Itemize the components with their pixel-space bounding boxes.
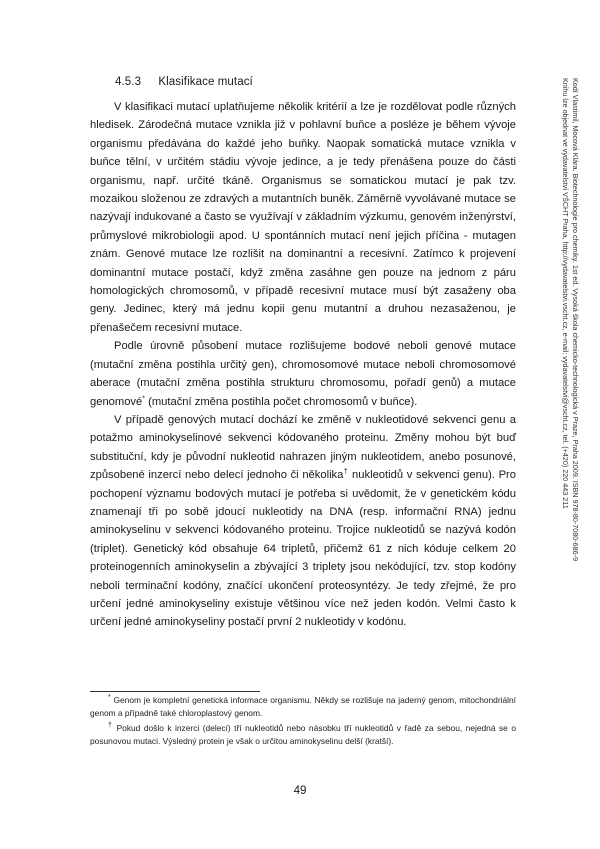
- footnote: [90, 694, 516, 720]
- side-citation-line: Kodí Vlastimil, Mocová Klára. Biotechnologie pro chemiky. 1st ed. Vysoká škola chemicko-technologická v Praze, Praha 2009. ISBN 978-80-7080-686-9: [571, 78, 580, 562]
- footnote: [90, 722, 516, 748]
- paragraph-text: V klasifikaci mutací uplatňujeme několik kritérií a lze je rozdělovat podle různých hledisek. Zárodečná mutace vznikla již v pohlavní buňce a posléze je během vývoje organismu předávána do každé jeho buňky. Naopak somatická mutace vznikla v buňce tělní, v určitém stádiu vývoje jedince, a je tedy přenášena pouze do části organismu, např. určité tkáně. Organismus se somatickou mutací je pak tzv. mozaikou složenou ze zdravých a mutantních buněk. Záměrně vyvolávané mutace se nazývají indukované a často se využívají v základním výzkumu, genovém inženýrství, průmyslové mikrobiologii apod. U spontánních mutací není jejich příčina - mutagen znám. Genové mutace lze rozlišit na dominantní a recesivní. Zatímco k projevení dominantní mutace postačí, když změna zasáhne gen pouze na jednom z páru homologických chromosomů, v případě recesivní mutace musí být zasaženy oba geny. Jedinec, který má jednu kopii genu mutantní a druhou nezasaženou, je přenašečem recesivní mutace.: [90, 101, 516, 334]
- paragraph: [90, 337, 516, 411]
- footnote-text: Pokud došlo k inzerci (delecí) tří nukleotidů nebo násobku tří nukleotidů v řadě za sebou, nejedná se o posunovou mutaci. Výsledný protein je však o určitou aminokyselinu delší (kratší).: [90, 723, 516, 746]
- section-number: 4.5.3: [115, 76, 142, 88]
- footnote-marker: *: [142, 394, 145, 402]
- footnotes: [90, 694, 516, 750]
- footnote-marker: †: [343, 468, 349, 476]
- side-citation-line: Knihu lze objednat ve vydavatelství VŠCHT Praha, http://vydavatelstvi.vscht.cz, e-mail: vydavatelstvi@vscht.cz, tel. (+420) 220 443 211: [561, 78, 571, 509]
- paragraph: [90, 411, 516, 632]
- paragraph: [90, 98, 516, 337]
- footnote-mark: *: [108, 694, 111, 702]
- paragraph-text: V případě genových mutací dochází ke změně v nukleotidové sekvenci genu a potažmo aminokyselinové sekvenci kódovaného proteinu. Změny mohou být buď substituční, kdy je původní nukleotid nahrazen jiným nukleotidem, anebo posunové, způsobené inzercí nebo delecí jednoho či několika: [90, 413, 516, 482]
- page-number: 49: [293, 785, 307, 797]
- footnote-text: Genom je kompletní genetická informace organismu. Někdy se rozlišuje na jaderný genom, mitochondriální genom a případně také chloroplastový genom.: [90, 695, 516, 718]
- side-citation: [561, 78, 580, 598]
- paragraph-text: Podle úrovně působení mutace rozlišujeme bodové neboli genové mutace (mutační změna postihla určitý gen), chromosomové mutace neboli chromosomové aberace (mutační změna postihla strukturu chromosomu, pořadí genů) a mutace genomové: [90, 340, 516, 408]
- section-title: Klasifikace mutací: [158, 76, 253, 88]
- footnote-mark: †: [108, 722, 114, 730]
- body-text: [90, 98, 516, 632]
- paragraph-text: (mutační změna postihla počet chromosomů v buňce).: [144, 395, 418, 408]
- paragraph-text: nukleotidů v sekvenci genu). Pro pochopení významu bodových mutací je potřeba si uvědomit, že v genetickém kódu znamenají tři po sobě jdoucí nukleotidy na DNA (resp. informační RNA) jednu aminokyselinu v sekvenci kódovaného proteinu. Trojice nukleotidů se nazývá kodón (triplet). Genetický kód obsahuje 64 tripletů, přičemž 61 z nich kóduje celkem 20 proteinogenních aminokyselin a zbývající 3 triplety jsou nekódující, tzv. stop kodóny neboli terminační kodóny, značící ukončení proteosyntézy. Je tedy zřejmé, že pro určení jedné aminokyseliny existuje většinou více než jeden kodón. Velmi často k určení jedné aminokyseliny postačí první 2 nukleotidy v kodónu.: [90, 469, 516, 629]
- footnote-divider: [90, 691, 260, 692]
- section-heading: [115, 76, 253, 88]
